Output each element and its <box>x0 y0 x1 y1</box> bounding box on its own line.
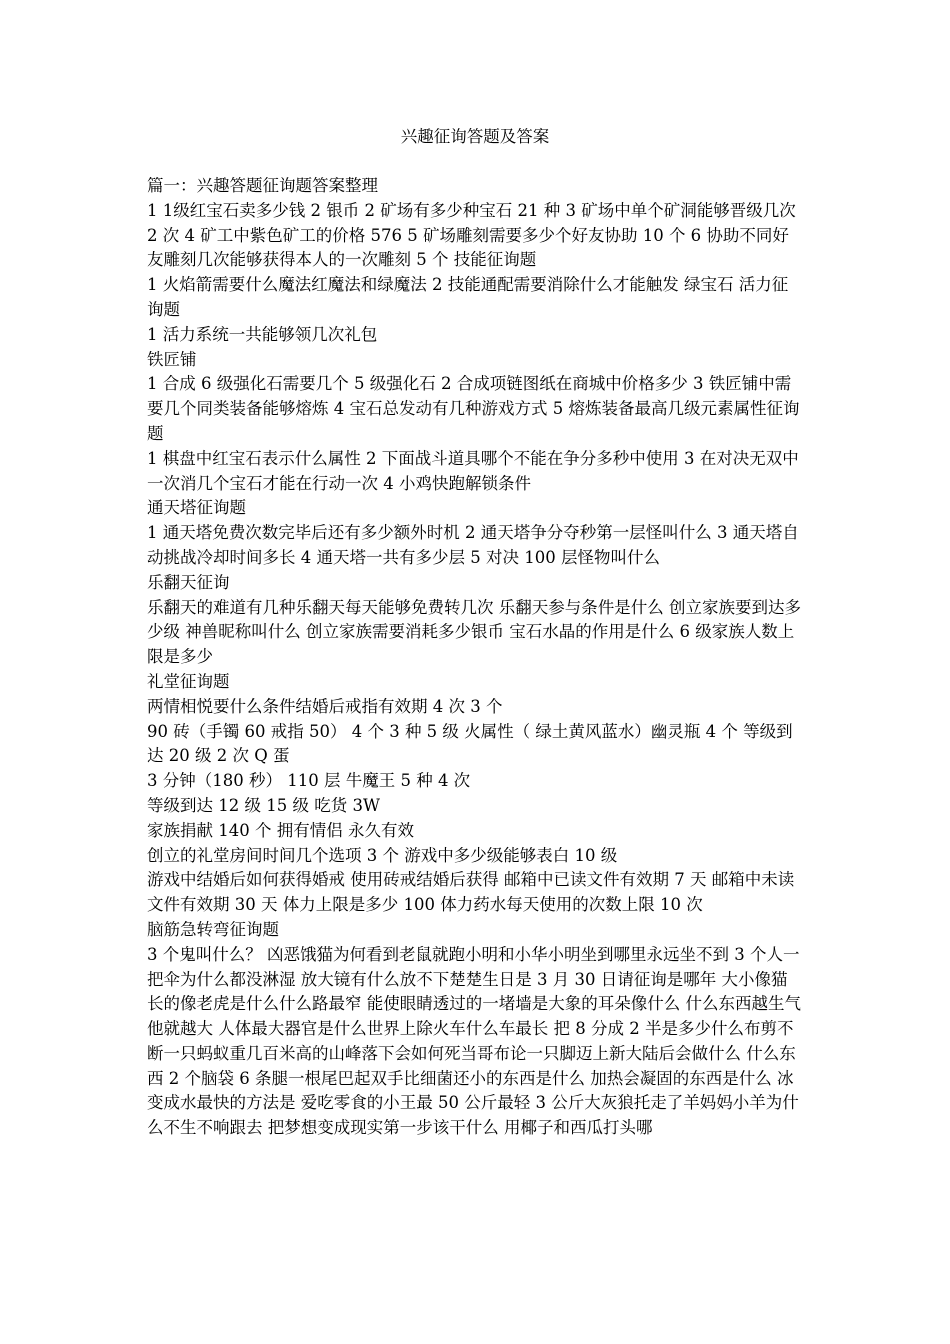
paragraph: 乐翻天的难道有几种乐翻天每天能够免费转几次 乐翻天参与条件是什么 创立家族要到达多少级 神兽昵称叫什么 创立家族需要消耗多少银币 宝石水晶的作用是什么 6 级家族人数上限是多少 <box>147 597 801 667</box>
section-heading: 铁匠铺 <box>147 349 197 369</box>
section-heading: 礼堂征询题 <box>147 671 230 691</box>
document-body <box>147 174 803 1141</box>
paragraph: 家族捐献 140 个 拥有情侣 永久有效 <box>147 820 414 840</box>
paragraph: 3 分钟（180 秒） 110 层 牛魔王 5 种 4 次 <box>147 771 471 791</box>
paragraph: 1 合成 6 级强化石需要几个 5 级强化石 2 合成项链图纸在商城中价格多少 3 铁匠铺中需要几个同类装备能够熔炼 4 宝石总发动有几种游戏方式 5 熔炼装备最高几级元素属性征询题 <box>147 374 800 443</box>
paragraph: 两情相悦要什么条件结婚后戒指有效期 4 次 3 个 <box>147 696 503 716</box>
document-title: 兴趣征询答题及答案 <box>400 127 550 146</box>
section-heading: 通天塔征询题 <box>147 498 246 518</box>
section-heading: 乐翻天征询 <box>147 572 230 592</box>
paragraph: 游戏中结婚后如何获得婚戒 使用砖戒结婚后获得 邮箱中已读文件有效期 7 天 邮箱中未读文件有效期 30 天 体力上限是多少 100 体力药水每天使用的次数上限 10 次 <box>147 870 795 915</box>
section-heading: 篇一：兴趣答题征询题答案整理 <box>147 176 378 195</box>
paragraph: 等级到达 12 级 15 级 吃货 3W <box>147 795 380 815</box>
paragraph: 1 棋盘中红宝石表示什么属性 2 下面战斗道具哪个不能在争分多秒中使用 3 在对决无双中一次消几个宝石才能在行动一次 4 小鸡快跑解锁条件 <box>147 448 799 493</box>
paragraph: 1 1级红宝石卖多少钱 2 银币 2 矿场有多少种宝石 21 种 3 矿场中单个矿洞能够晋级几次 2 次 4 矿工中紫色矿工的价格 576 5 矿场雕刻需要多少个好友协助 10 个 6 协助不同好友雕刻几次能够获得本人的一次雕刻 5 个 技能征询题 <box>147 200 796 270</box>
section-heading: 脑筋急转弯征询题 <box>147 919 279 939</box>
paragraph: 1 通天塔免费次数完毕后还有多少额外时机 2 通天塔争分夺秒第一层怪叫什么 3 通天塔自动挑战冷却时间多长 4 通天塔一共有多少层 5 对决 100 层怪物叫什么 <box>147 523 799 567</box>
paragraph: 1 火焰箭需要什么魔法红魔法和绿魔法 2 技能通配需要消除什么才能触发 绿宝石 活力征询题 <box>147 275 789 319</box>
paragraph: 创立的礼堂房间时间几个选项 3 个 游戏中多少级能够表白 10 级 <box>147 845 618 865</box>
paragraph: 3 个鬼叫什么？ 凶恶饿猫为何看到老鼠就跑小明和小华小明坐到哪里永远坐不到 3 个人一把伞为什么都没淋湿 放大镜有什么放不下楚楚生日是 3 月 30 日请征询是哪年 大小像猫长的像老虎是什么什么路最窄 能使眼睛透过的一堵墙是大象的耳朵像什么 什么东西越生气他就越大 人体最大器官是什么世界上除火车什么车最长 把 8 分成 2 半是多少什么布剪不断一只蚂蚁重几百米高的山峰落下会如何死当哥布论一只脚迈上新大陆后会做什么 什么东西 2 个脑袋 6 条腿一根尾巴起双手比细菌还小的东西是什么 加热会凝固的东西是什么 冰变成水最快的方法是 爱吃零食的小王最 50 公斤最轻 3 公斤大灰狼托走了羊妈妈小羊为什么不生不响跟去 把梦想变成现实第一步该干什么 用椰子和西瓜打头哪 <box>147 944 801 1138</box>
paragraph: 1 活力系统一共能够领几次礼包 <box>147 324 378 344</box>
paragraph: 90 砖（手镯 60 戒指 50） 4 个 3 种 5 级 火属性（ 绿土黄风蓝水）幽灵瓶 4 个 等级到达 20 级 2 次 Q 蛋 <box>147 721 793 766</box>
